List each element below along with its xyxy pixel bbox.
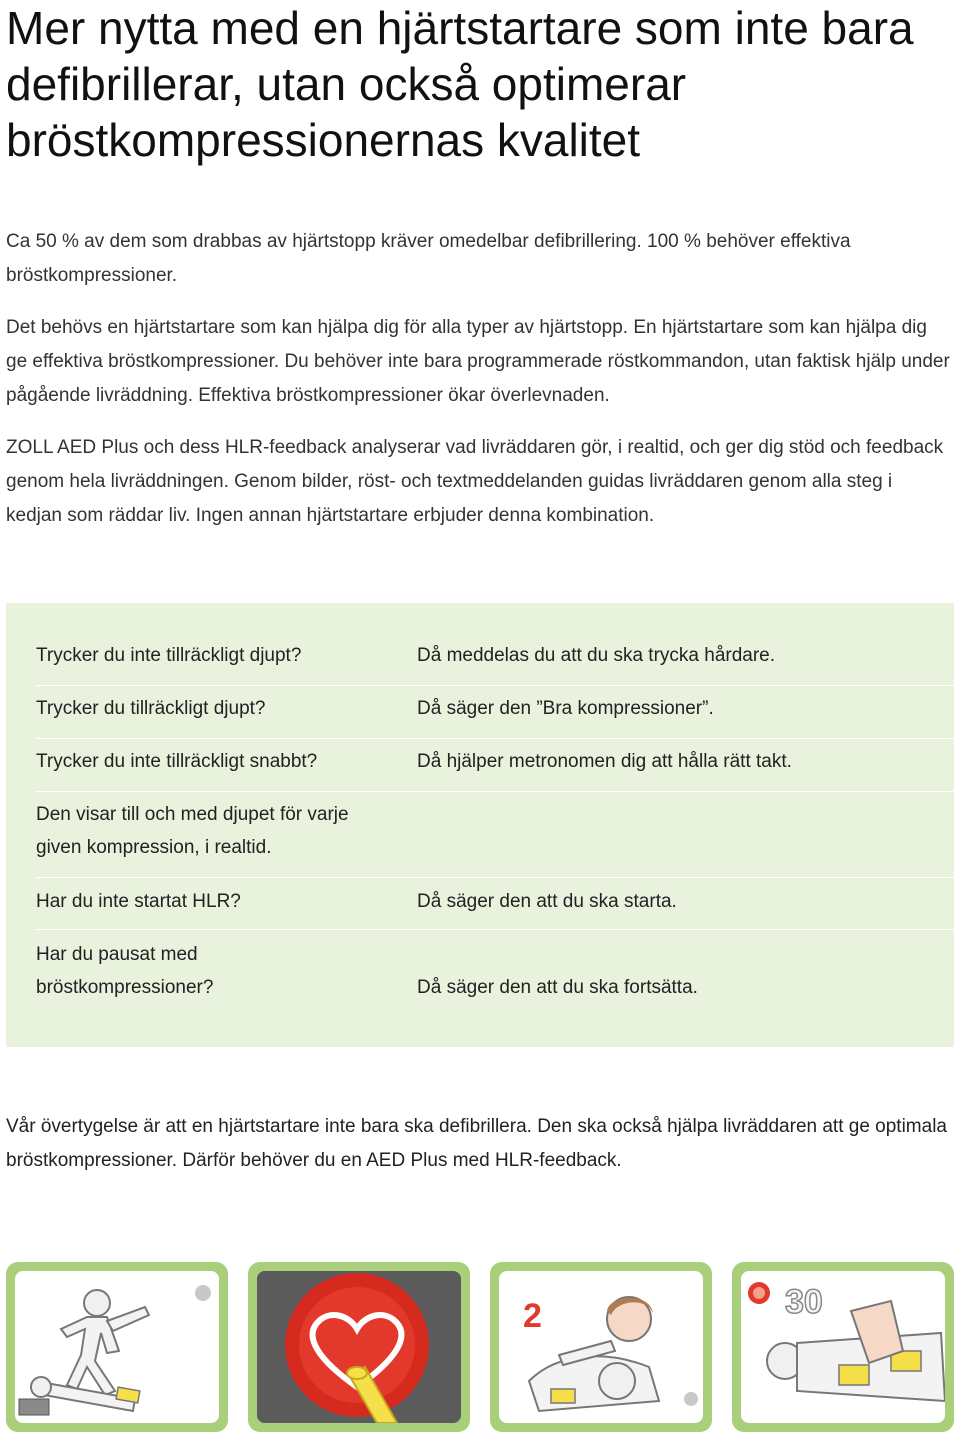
- feedback-answer: Då säger den att du ska fortsätta.: [417, 977, 698, 998]
- feedback-answer: Då säger den att du ska starta.: [417, 891, 677, 912]
- feedback-question: Trycker du inte tillräckligt djupt?: [36, 645, 302, 666]
- feedback-answer: Då meddelas du att du ska trycka hårdare.: [417, 645, 776, 666]
- rescuer-calling-help-icon: [15, 1271, 219, 1423]
- step-number: 2: [523, 1297, 542, 1335]
- feedback-question: Trycker du inte tillräckligt snabbt?: [36, 751, 318, 772]
- intro-paragraph: Det behövs en hjärtstartare som kan hjälpa dig för alla typer av hjärtstopp. En hjärtstartare som kan hjälpa dig ge effektiva bröstkompressioner. Du behöver inte bara programmerade röstkommandon, utan faktisk hjälp under pågående livräddning. Effektiva bröstkompressioner ökar överlevnaden.: [6, 317, 950, 406]
- feedback-answer: Då säger den ”Bra kompressioner”.: [417, 698, 714, 719]
- feedback-row: [36, 745, 954, 792]
- closing-paragraph: Vår övertygelse är att en hjärtstartare inte bara ska defibrillera. Den ska också hjälpa livräddaren att ge optimala bröstkompressioner. Därför behöver du en AED Plus med HLR-feedback.: [6, 1116, 947, 1171]
- chest-compression-icon: [741, 1271, 945, 1423]
- feedback-panel: [6, 603, 954, 1047]
- illustration-strip: [6, 1262, 954, 1432]
- heart-button-icon: [257, 1271, 461, 1423]
- intro-text: [6, 225, 951, 551]
- feedback-row: [36, 639, 954, 686]
- step-4-illustration: [732, 1262, 954, 1432]
- step-1-illustration: [6, 1262, 228, 1432]
- step-2-illustration: [248, 1262, 470, 1432]
- feedback-row: [36, 692, 954, 739]
- step-3-illustration: [490, 1262, 712, 1432]
- feedback-row: [36, 885, 954, 930]
- intro-paragraph: Ca 50 % av dem som drabbas av hjärtstopp kräver omedelbar defibrillering. 100 % behöver effektiva bröstkompressioner.: [6, 231, 851, 286]
- feedback-answer: Då hjälper metronomen dig att hålla rätt takt.: [417, 751, 792, 772]
- feedback-row: [36, 938, 954, 1017]
- page-title: Mer nytta med en hjärtstartare som inte bara defibrillerar, utan också optimerar bröstkompressionernas kvalitet: [6, 2, 914, 166]
- airway-check-icon: [499, 1271, 703, 1423]
- intro-paragraph: ZOLL AED Plus och dess HLR-feedback analyserar vad livräddaren gör, i realtid, och ger dig stöd och feedback genom hela livräddningen. Genom bilder, röst- och textmeddelanden guidas livräddaren genom alla steg i kedjan som räddar liv. Ingen annan hjärtstartare erbjuder denna kombination.: [6, 437, 944, 526]
- feedback-row: [36, 798, 954, 878]
- feedback-question: Trycker du tillräckligt djupt?: [36, 698, 266, 719]
- feedback-question: Har du pausat med bröstkompressioner?: [36, 944, 214, 998]
- compression-count: 30: [785, 1283, 823, 1321]
- feedback-question: Har du inte startat HLR?: [36, 891, 241, 912]
- feedback-question: Den visar till och med djupet för varje given kompression, i realtid.: [36, 804, 349, 858]
